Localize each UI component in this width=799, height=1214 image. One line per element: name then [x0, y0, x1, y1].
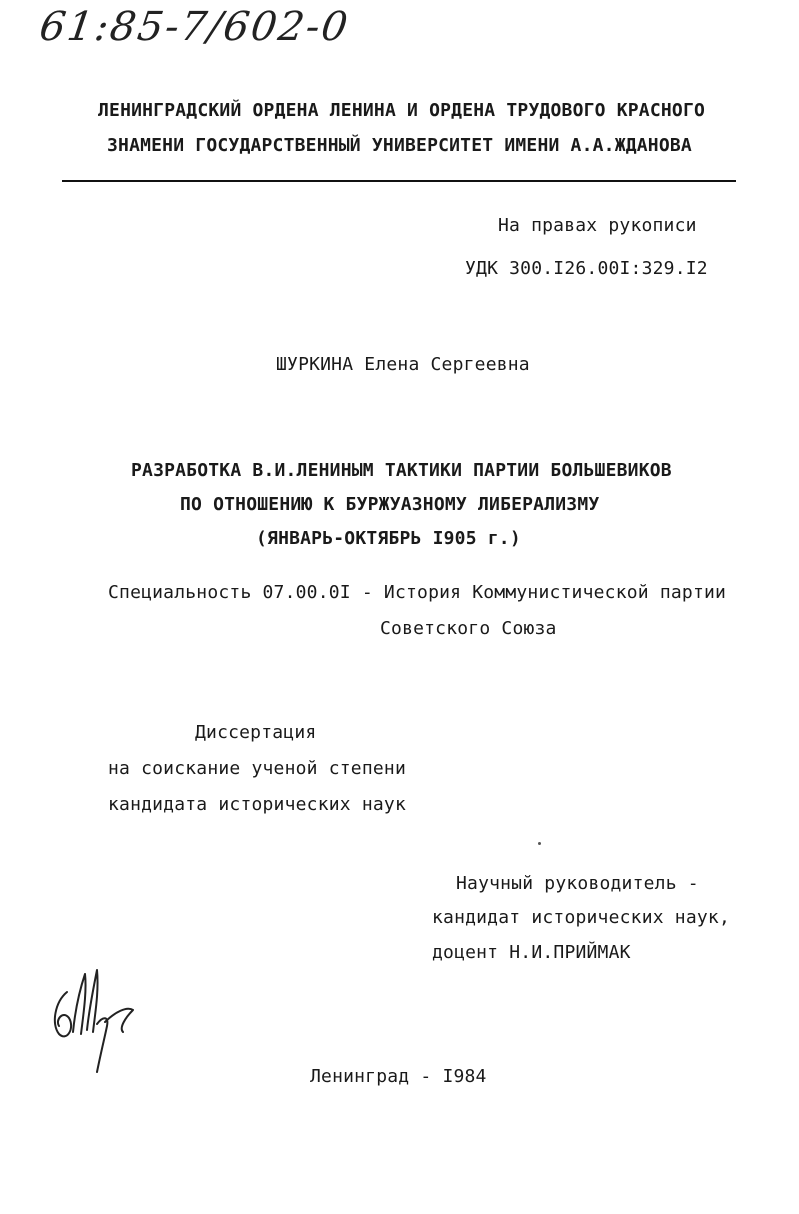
supervisor-line-3: доцент Н.И.ПРИЙМАК — [432, 942, 631, 963]
author-name: ШУРКИНА Елена Сергеевна — [276, 354, 530, 375]
dissertation-line-1: Диссертация — [195, 722, 317, 743]
handwritten-signature — [45, 962, 145, 1074]
supervisor-line-1: Научный руководитель - — [456, 873, 699, 894]
manuscript-rights: На правах рукописи — [498, 215, 697, 236]
title-line-1: РАЗРАБОТКА В.И.ЛЕНИНЫМ ТАКТИКИ ПАРТИИ БОЛЬШЕВИКОВ — [131, 460, 672, 481]
udc-code: УДК 300.I26.00I:329.I2 — [465, 258, 708, 279]
institution-line-2: ЗНАМЕНИ ГОСУДАРСТВЕННЫЙ УНИВЕРСИТЕТ ИМЕНИ А.А.ЖДАНОВА — [107, 135, 692, 156]
title-line-3: (ЯНВАРЬ-ОКТЯБРЬ I905 г.) — [256, 528, 521, 549]
dissertation-line-2: на соискание ученой степени — [108, 758, 406, 779]
speck-dot — [538, 842, 541, 845]
header-divider — [62, 180, 736, 182]
handwritten-archive-number: 61:85-7/602-0 — [36, 4, 353, 50]
specialty-line-1: Специальность 07.00.0I - История Коммунистической партии — [108, 582, 727, 603]
place-and-year: Ленинград - I984 — [310, 1066, 487, 1087]
institution-line-1: ЛЕНИНГРАДСКИЙ ОРДЕНА ЛЕНИНА И ОРДЕНА ТРУДОВОГО КРАСНОГО — [98, 100, 706, 121]
dissertation-line-3: кандидата исторических наук — [108, 794, 406, 815]
supervisor-line-2: кандидат исторических наук, — [432, 907, 730, 928]
title-line-2: ПО ОТНОШЕНИЮ К БУРЖУАЗНОМУ ЛИБЕРАЛИЗМУ — [180, 494, 600, 515]
specialty-line-2: Советского Союза — [380, 618, 557, 639]
